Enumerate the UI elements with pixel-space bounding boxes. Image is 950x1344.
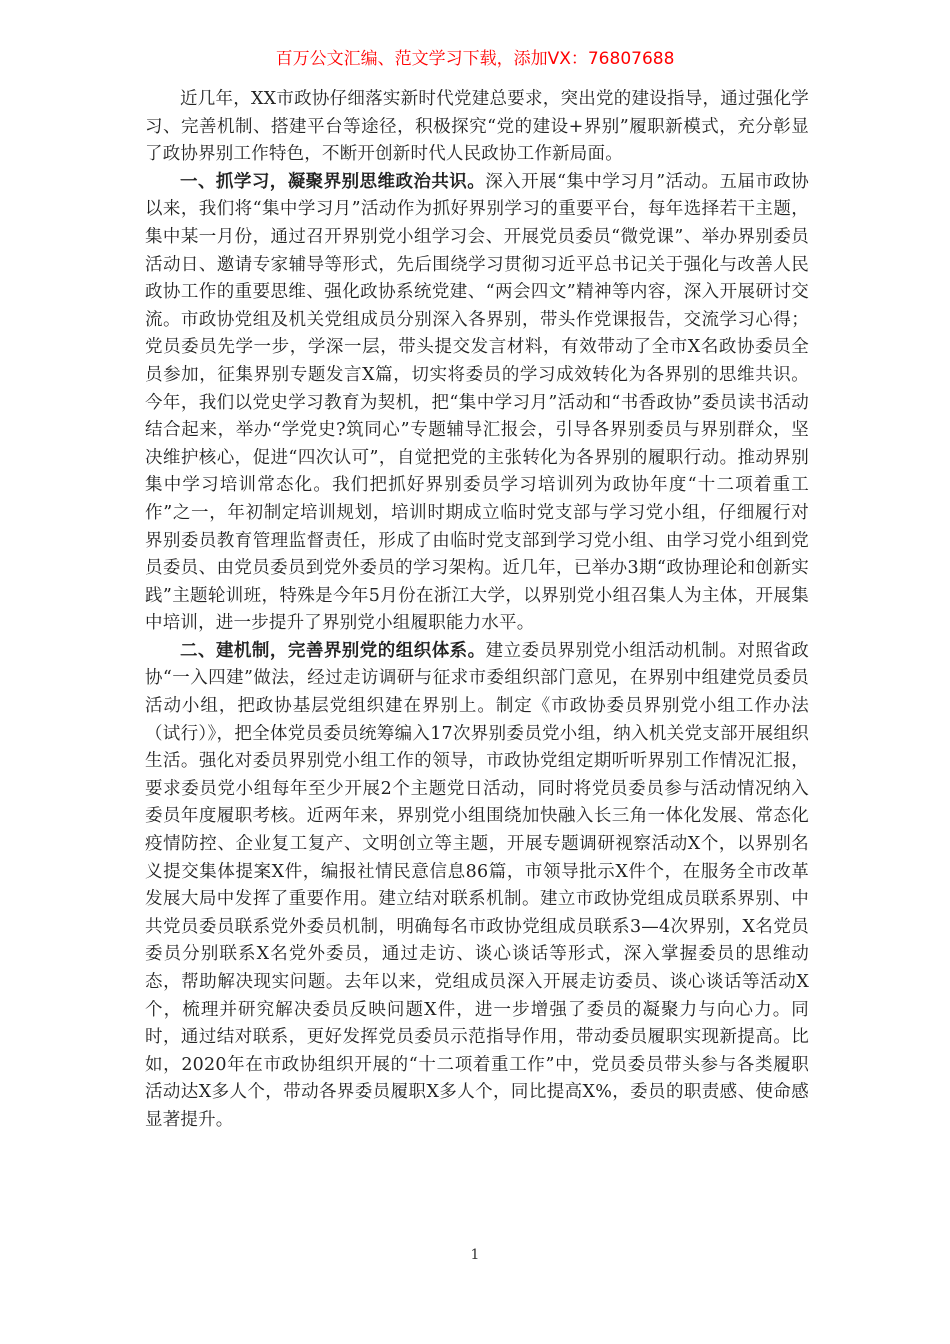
section-1-body: 深入开展“集中学习月”活动。五届市政协以来，我们将“集中学习月”活动作为抓好界别学习的重要平台，每年选择若干主题，集中某一月份，通过召开界别党小组学习会、开展党员委员“微党课”、举办界别委员活动日、邀请专家辅导等形式，先后围绕学习贯彻习近平总书记关于强化与改善人民政协工作的重要思维、强化政协系统党建、“两会四文”精神等内容，深入开展研讨交流。市政协党组及机关党组成员分别深入各界别，带头作党课报告，交流学习心得；党员委员先学一步，学深一层，带头提交发言材料，有效带动了全市X名政协委员全员参加，征集界别专题发言X篇，切实将委员的学习成效转化为各界别的思维共识。今年，我们以党史学习教育为契机，把“集中学习月”活动和“书香政协”委员读书活动结合起来，举办“学党史?筑同心”专题辅导汇报会，引导各界别委员与界别群众，坚决维护核心，促进“四次认可”，自觉把党的主张转化为各界别的履职行动。推动界别集中学习培训常态化。我们把抓好界别委员学习培训列为政协年度“十二项着重工作”之一，年初制定培训规划，培训时期成立临时党支部与学习党小组，仔细履行对界别委员教育管理监督责任，形成了由临时党支部到学习党小组、由学习党小组到党员委员、由党员委员到党外委员的学习架构。近几年，已举办3期“政协理论和创新实践”主题轮训班，特殊是今年5月份在浙江大学，以界别党小组召集人为主体，开展集中培训，进一步提升了界别党小组履职能力水平。 bbox=[145, 171, 809, 634]
section-2-paragraph bbox=[145, 638, 809, 1135]
document-body bbox=[145, 86, 809, 1135]
header-banner: 百万公文汇编、范文学习下载，添加VX：76807688 bbox=[275, 49, 675, 69]
intro-paragraph: 近几年，XX市政协仔细落实新时代党建总要求，突出党的建设指导，通过强化学习、完善机制、搭建平台等途径，积极探究“党的建设+界别”履职新模式，充分彰显了政协界别工作特色，不断开创新时代人民政协工作新局面。 bbox=[145, 89, 809, 165]
section-2-heading: 二、建机制，完善界别党的组织体系。 bbox=[180, 640, 486, 661]
section-2-body: 建立委员界别党小组活动机制。对照省政协“一入四建”做法，经过走访调研与征求市委组织部门意见，在界别中组建党员委员活动小组，把政协基层党组织建在界别上。制定《市政协委员界别党小组工作办法（试行）》，把全体党员委员统筹编入17次界别委员党小组，纳入机关党支部开展组织生活。强化对委员界别党小组工作的领导，市政协党组定期听听界别工作情况汇报，要求委员党小组每年至少开展2个主题党日活动，同时将党员委员参与活动情况纳入委员年度履职考核。近两年来，界别党小组围绕加快融入长三角一体化发展、常态化疫情防控、企业复工复产、文明创立等主题，开展专题调研视察活动X个，以界别名义提交集体提案X件，编报社情民意信息86篇，市领导批示X件个，在服务全市改革发展大局中发挥了重要作用。建立结对联系机制。建立市政协党组成员联系界别、中共党员委员联系党外委员机制，明确每名市政协党组成员联系3—4次界别，X名党员委员分别联系X名党外委员，通过走访、谈心谈话等形式，深入掌握委员的思维动态，帮助解决现实问题。去年以来，党组成员深入开展走访委员、谈心谈话等活动X个，梳理并研究解决委员反映问题X件，进一步增强了委员的凝聚力与向心力。同时，通过结对联系，更好发挥党员委员示范指导作用，带动委员履职实现新提高。比如，2020年在市政协组织开展的“十二项着重工作”中，党员委员带头参与各类履职活动达X多人个，带动各界委员履职X多人个，同比提高X%，委员的职责感、使命感显著提升。 bbox=[145, 640, 809, 1130]
section-1-paragraph bbox=[145, 169, 809, 638]
page-number: 1 bbox=[470, 1247, 480, 1263]
section-1-heading: 一、抓学习，凝聚界别思维政治共识。 bbox=[180, 171, 486, 192]
